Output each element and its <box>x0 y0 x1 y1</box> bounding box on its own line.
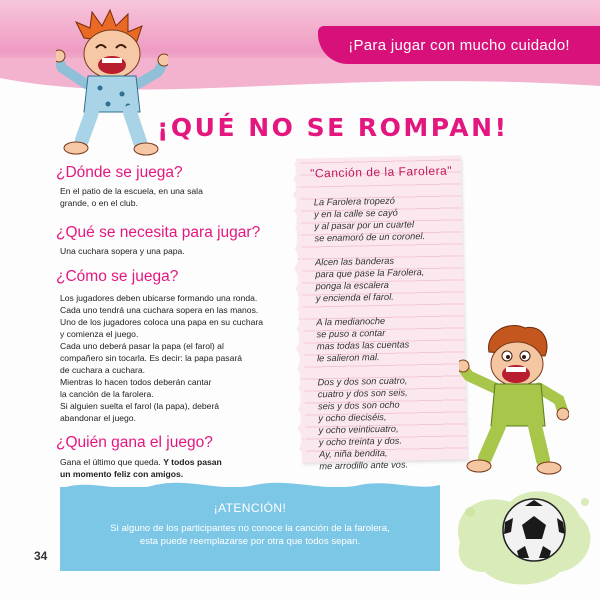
text-line: compañero sin tocarla. Es decir: la papa pasará <box>60 353 243 363</box>
text-line: y comienza el juego. <box>60 329 139 339</box>
lyric-line: ponga la escalera <box>315 279 390 292</box>
lyric-line: se enamoró de un coronel. <box>314 231 426 244</box>
lyric-line: A la medianoche <box>316 315 386 328</box>
song-lyrics <box>314 193 480 484</box>
section-heading-where: ¿Dónde se juega? <box>56 164 183 181</box>
lyric-line: y al pasar por un cuartel <box>314 219 415 232</box>
lyric-line: para que pase la Farolera, <box>315 267 425 280</box>
text-bold: un momento feliz con amigos. <box>60 469 184 479</box>
lyric-line: le salieron mal. <box>316 352 380 364</box>
text-line: En el patio de la escuela, en una sala <box>60 186 203 196</box>
lyric-line: y ocho dieciséis, <box>318 411 387 424</box>
lyric-line: y ocho veinticuatro, <box>318 423 399 436</box>
section-body-where <box>60 185 292 209</box>
page-title: ¡QUÉ NO SE ROMPAN! <box>157 113 509 142</box>
page-number: 34 <box>34 549 48 563</box>
attention-text <box>70 522 430 548</box>
text-line: Uno de los jugadores coloca una papa en su cuchara <box>60 317 264 327</box>
text-line: grande, o en el club. <box>60 198 138 208</box>
text-bold: Y todos pasan <box>163 457 222 467</box>
lyric-line: mas todas las cuentas <box>316 339 410 352</box>
song-title: "Canción de la Farolera" <box>309 163 453 181</box>
torn-edge <box>290 159 306 463</box>
attention-line: esta puede reemplazarse por otra que todos sepan. <box>139 536 361 547</box>
text-line: Cada uno tendrá una cuchara sopera en las manos. <box>60 305 259 315</box>
stanza <box>317 373 479 472</box>
song-paper <box>296 155 467 472</box>
lyric-line: me arrodillo ante vos. <box>319 459 409 472</box>
section-heading-how: ¿Cómo se juega? <box>56 268 179 285</box>
text-normal: Gana el último que queda. <box>60 457 164 467</box>
attention-box <box>60 487 440 571</box>
lyric-line: Dos y dos son cuatro, <box>317 375 408 388</box>
header-tab: ¡Para jugar con mucho cuidado! <box>318 26 600 64</box>
section-body-what <box>60 245 292 257</box>
lyric-line: Ay, niña bendita, <box>318 447 388 460</box>
attention-title: ¡ATENCIÓN! <box>213 501 287 515</box>
stanza <box>316 313 477 364</box>
boy-illustration-bottom <box>459 318 569 478</box>
text-line: Si alguien suelta el farol (la papa), deberá <box>60 401 220 411</box>
lyric-line: Alcen las banderas <box>314 255 395 268</box>
lyric-line: seis y dos son ocho <box>317 399 400 412</box>
boy-illustration-top <box>56 8 168 156</box>
text-line: Mientras lo hacen todos deberán cantar <box>60 377 212 387</box>
text-line: Cada uno deberá pasar la papa (el farol) al <box>60 341 224 351</box>
text-line: de cuchara a cuchara. <box>60 365 146 375</box>
attention-line: Si alguno de los participantes no conoce la canción de la farolera, <box>110 523 390 534</box>
lyric-line: La Farolera tropezó <box>313 195 395 208</box>
text-line: Una cuchara sopera y una papa. <box>60 246 185 256</box>
stanza <box>315 253 476 304</box>
lyric-line: cuatro y dos son seis, <box>317 387 408 400</box>
stanza <box>314 193 475 244</box>
section-heading-what: ¿Qué se necesita para jugar? <box>56 224 261 241</box>
lyric-line: y ocho treinta y dos. <box>318 435 403 448</box>
text-line: Los jugadores deben ubicarse formando una ronda. <box>60 293 258 303</box>
text-line: abandonar el juego. <box>60 413 136 423</box>
attention-wave <box>60 477 440 495</box>
soccer-ball-icon <box>497 496 571 564</box>
lyric-line: y encienda el farol. <box>315 291 394 304</box>
lyric-line: y en la calle se cayó <box>313 207 398 220</box>
text-line: la canción de la farolera. <box>60 389 154 399</box>
lyric-line: se puso a contar <box>316 327 386 340</box>
section-body-how <box>60 292 292 424</box>
section-heading-who-wins: ¿Quién gana el juego? <box>56 434 213 451</box>
